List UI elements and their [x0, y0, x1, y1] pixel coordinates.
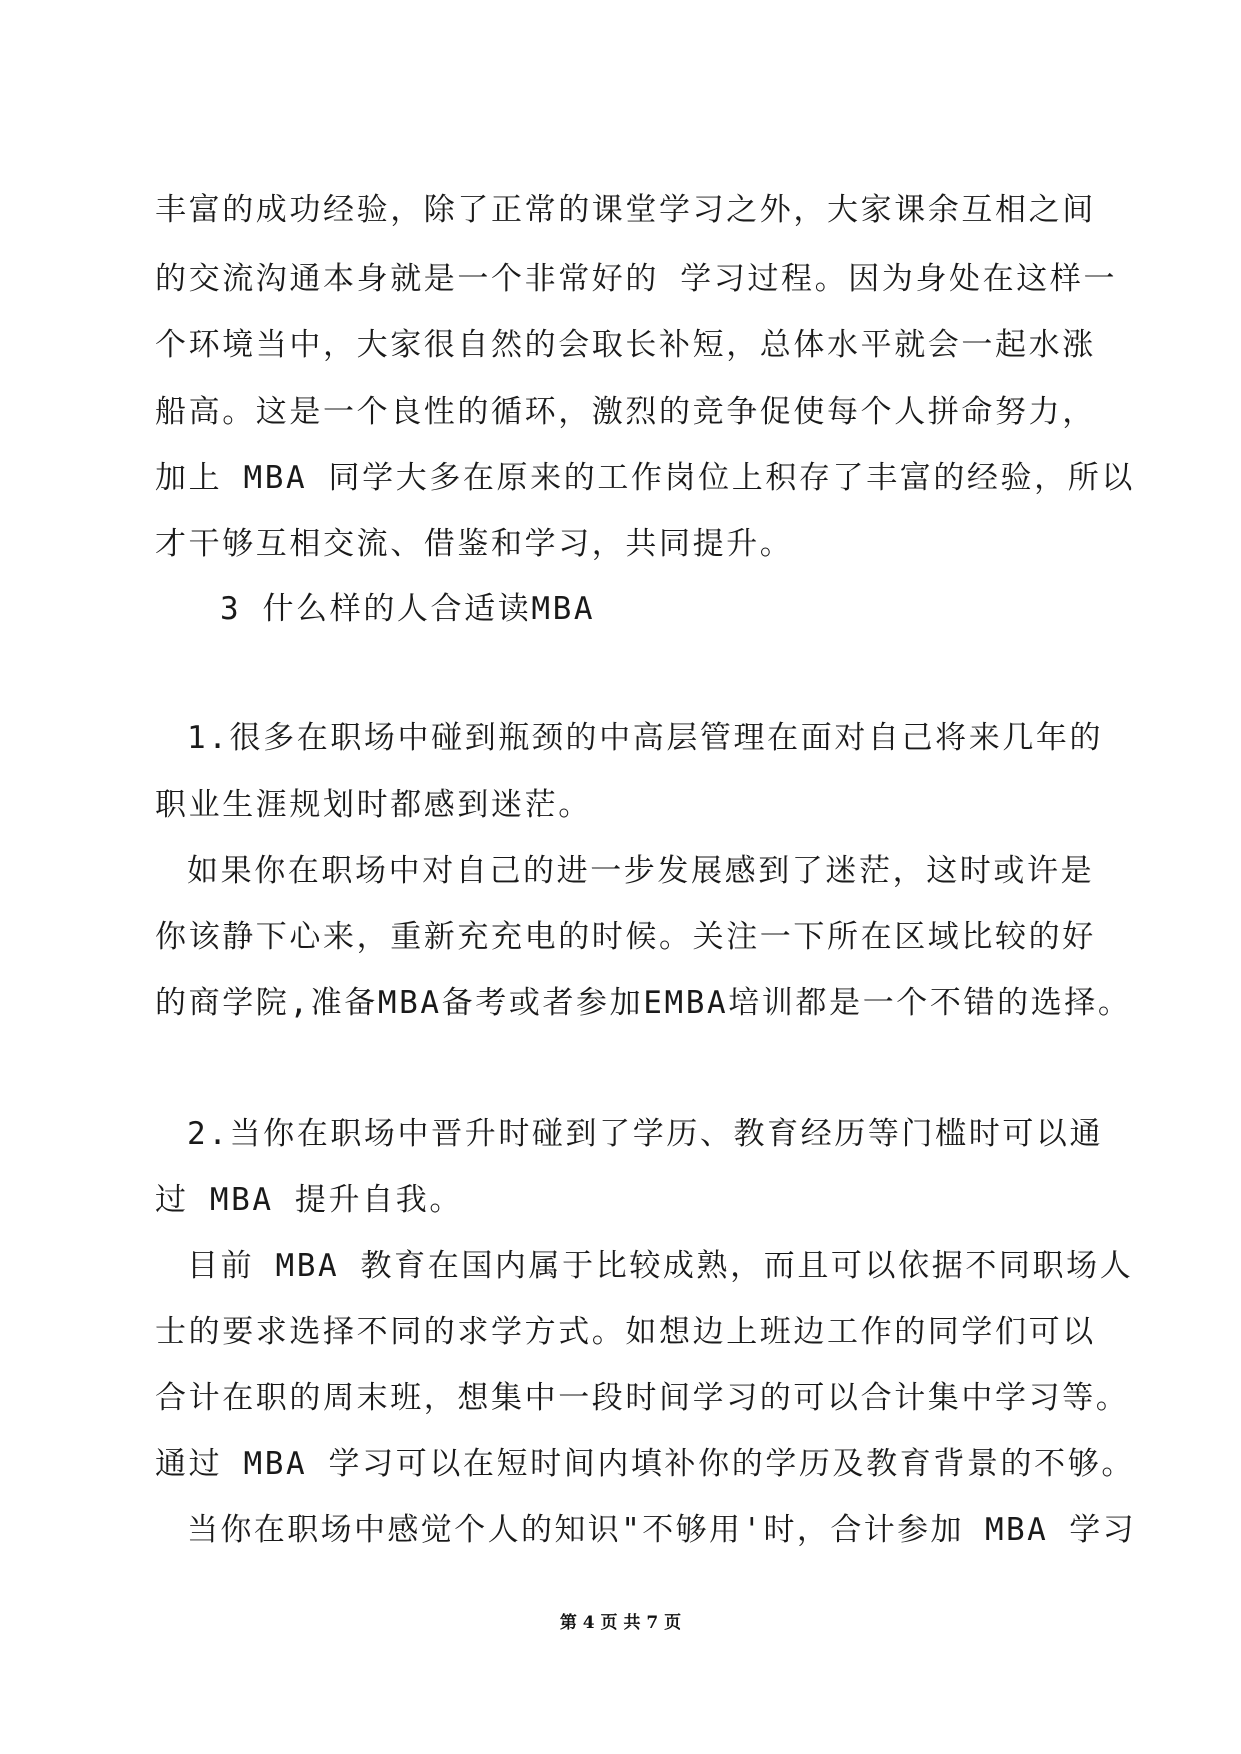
- list-item-heading: 2.当你在职场中晋升时碰到了学历、教育经历等门槛时可以通: [187, 1116, 1104, 1152]
- section-heading: 3 什么样的人合适读MBA: [220, 591, 596, 627]
- text-line: 过 MBA 提升自我。: [155, 1182, 463, 1218]
- text-line: 当你在职场中感觉个人的知识"不够用'时，合计参加 MBA 学习: [187, 1512, 1137, 1548]
- text-line: 的商学院,准备MBA备考或者参加EMBA培训都是一个不错的选择。: [155, 985, 1132, 1021]
- text-line: 个环境当中，大家很自然的会取长补短，总体水平就会一起水涨: [155, 327, 1096, 363]
- text-line: 目前 MBA 教育在国内属于比较成熟，而且可以依据不同职场人: [187, 1248, 1134, 1284]
- text-line: 船高。这是一个良性的循环，激烈的竞争促使每个人拼命努力，: [155, 394, 1096, 430]
- text-line: 合计在职的周末班，想集中一段时间学习的可以合计集中学习等。: [155, 1380, 1130, 1416]
- text-line: 的交流沟通本身就是一个非常好的 学习过程。因为身处在这样一: [155, 261, 1118, 297]
- text-line: 加上 MBA 同学大多在原来的工作岗位上积存了丰富的经验，所以: [155, 460, 1135, 496]
- text-line: 丰富的成功经验，除了正常的课堂学习之外，大家课余互相之间: [155, 192, 1096, 228]
- text-line: 通过 MBA 学习可以在短时间内填补你的学历及教育背景的不够。: [155, 1446, 1135, 1482]
- page-footer: 第 4 页 共 7 页: [559, 1613, 682, 1633]
- text-line: 士的要求选择不同的求学方式。如想边上班边工作的同学们可以: [155, 1314, 1096, 1350]
- text-line: 职业生涯规划时都感到迷茫。: [155, 787, 592, 823]
- list-item-heading: 1.很多在职场中碰到瓶颈的中高层管理在面对自己将来几年的: [187, 720, 1104, 756]
- text-line: 你该静下心来，重新充充电的时候。关注一下所在区域比较的好: [155, 919, 1096, 955]
- text-line: 才干够互相交流、借鉴和学习，共同提升。: [155, 526, 794, 562]
- text-line: 如果你在职场中对自己的进一步发展感到了迷茫，这时或许是: [187, 853, 1095, 889]
